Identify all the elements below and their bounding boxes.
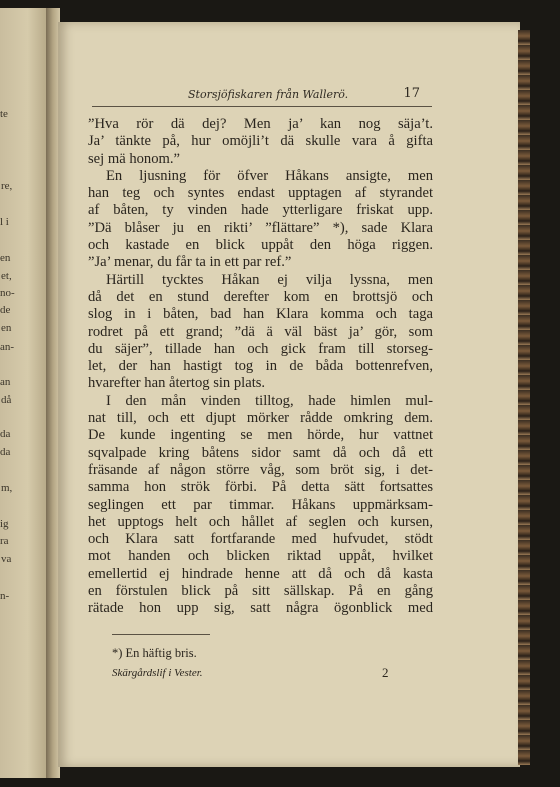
text-line: då det en stund derefter kom en brottsjö och <box>88 288 433 305</box>
left-page-fragment: en <box>1 322 12 334</box>
text-line: sej mä honom.” <box>88 150 181 167</box>
text-line: hvarefter han återtog sin plats. <box>88 375 266 392</box>
text-line: slog in i båten, bad han Klara komma och taga <box>88 306 433 323</box>
left-page-fragment: da <box>0 446 11 458</box>
text-line: ”Dä blåser ju en rikti’ ”flättare” *), sade Klara <box>88 219 433 236</box>
text-line: och Klara satt fortfarande med hufvudet, stödt <box>88 531 433 548</box>
text-line: och kastade en blick uppåt den höga riggen. <box>88 237 433 254</box>
text-line: De kunde ingenting se men hörde, hur vattnet <box>88 427 433 444</box>
footnote: *) En häftig bris. <box>112 646 197 660</box>
left-page-fragment: no- <box>0 287 15 299</box>
text-line: nat till, och ett djupt mörker rådde omkring dem. <box>88 410 433 427</box>
text-line: sqvalpade kring båtens sidor samt då och då ett <box>88 444 433 461</box>
left-page-fragment: ra <box>0 535 9 547</box>
text-line: Ja’ tänkte på, hur omöjli’t dä skulle vara å gifta <box>88 133 433 150</box>
text-line: emellertid ej hindrade henne att då och då kasta <box>88 565 433 582</box>
left-page-fragment: l i <box>0 216 9 228</box>
left-page-fragment: m, <box>1 482 13 494</box>
left-page-fragment: re, <box>1 180 13 192</box>
running-title: Storsjöfiskaren från Wallerö. <box>188 88 349 101</box>
page-stack-edge <box>518 30 530 765</box>
footnote-rule <box>112 634 210 635</box>
left-page-fragment: ig <box>0 518 9 530</box>
running-header <box>92 88 432 107</box>
text-line: han teg och syntes endast upptagen af styrandet <box>88 185 433 202</box>
text-line: Härtill tycktes Håkan ej vilja lyssna, men <box>106 271 433 288</box>
text-line: rodret på ett grand; ”dä ä väl bäst ja’ gör, som <box>88 323 433 340</box>
text-line: seglingen ett par timmar. Håkans uppmärksam- <box>88 496 433 513</box>
left-page-fragment: te <box>0 108 8 120</box>
left-page-fragment: an <box>0 376 11 388</box>
signature-number: 2 <box>382 665 389 680</box>
text-line: du säjer”, tillade han och gick fram till storseg- <box>88 340 433 357</box>
text-line: fräsande af någon större våg, som bröt sig, i det- <box>88 461 433 478</box>
left-page-fragment: n- <box>0 590 10 602</box>
signature-mark: Skärgårdslif i Vester. <box>112 667 203 679</box>
text-line: samma hon strök förbi. På detta sätt fortsattes <box>88 479 433 496</box>
text-line: ”Hva rör dä dej? Men ja’ kan nog säja’t. <box>88 116 433 132</box>
left-page-fragment: en <box>0 252 11 264</box>
left-page-fragment: de <box>0 304 11 316</box>
left-page-edge <box>0 8 48 778</box>
left-page-fragment: då <box>1 394 12 406</box>
text-line: het upptogs helt och hållet af seglen och kursen, <box>88 513 433 530</box>
left-page-fragment: da <box>0 428 11 440</box>
page-number: 17 <box>403 86 420 101</box>
text-line: rätade hon upp sig, satt några ögonblick med <box>88 600 433 617</box>
text-line: I den mån vinden tilltog, hade himlen mul- <box>106 392 433 409</box>
left-page-fragment: va <box>1 553 12 565</box>
left-page-fragment: an- <box>0 341 15 353</box>
text-line: let, der han hastigt tog in de båda bottenrefven, <box>88 358 433 375</box>
text-line: af båten, ty vinden hade ytterligare friskat upp. <box>88 202 433 219</box>
text-line: mot handen och blicken riktad uppåt, hvilket <box>88 548 433 565</box>
text-line: en förstulen blick på sitt sällskap. På en gång <box>88 583 433 600</box>
left-page-fragment: et, <box>1 270 12 282</box>
body-text <box>88 116 433 618</box>
text-line: ”Ja’ menar, du får ta in ett par ref.” <box>88 254 292 271</box>
text-line: En ljusning för öfver Håkans ansigte, men <box>106 167 433 184</box>
